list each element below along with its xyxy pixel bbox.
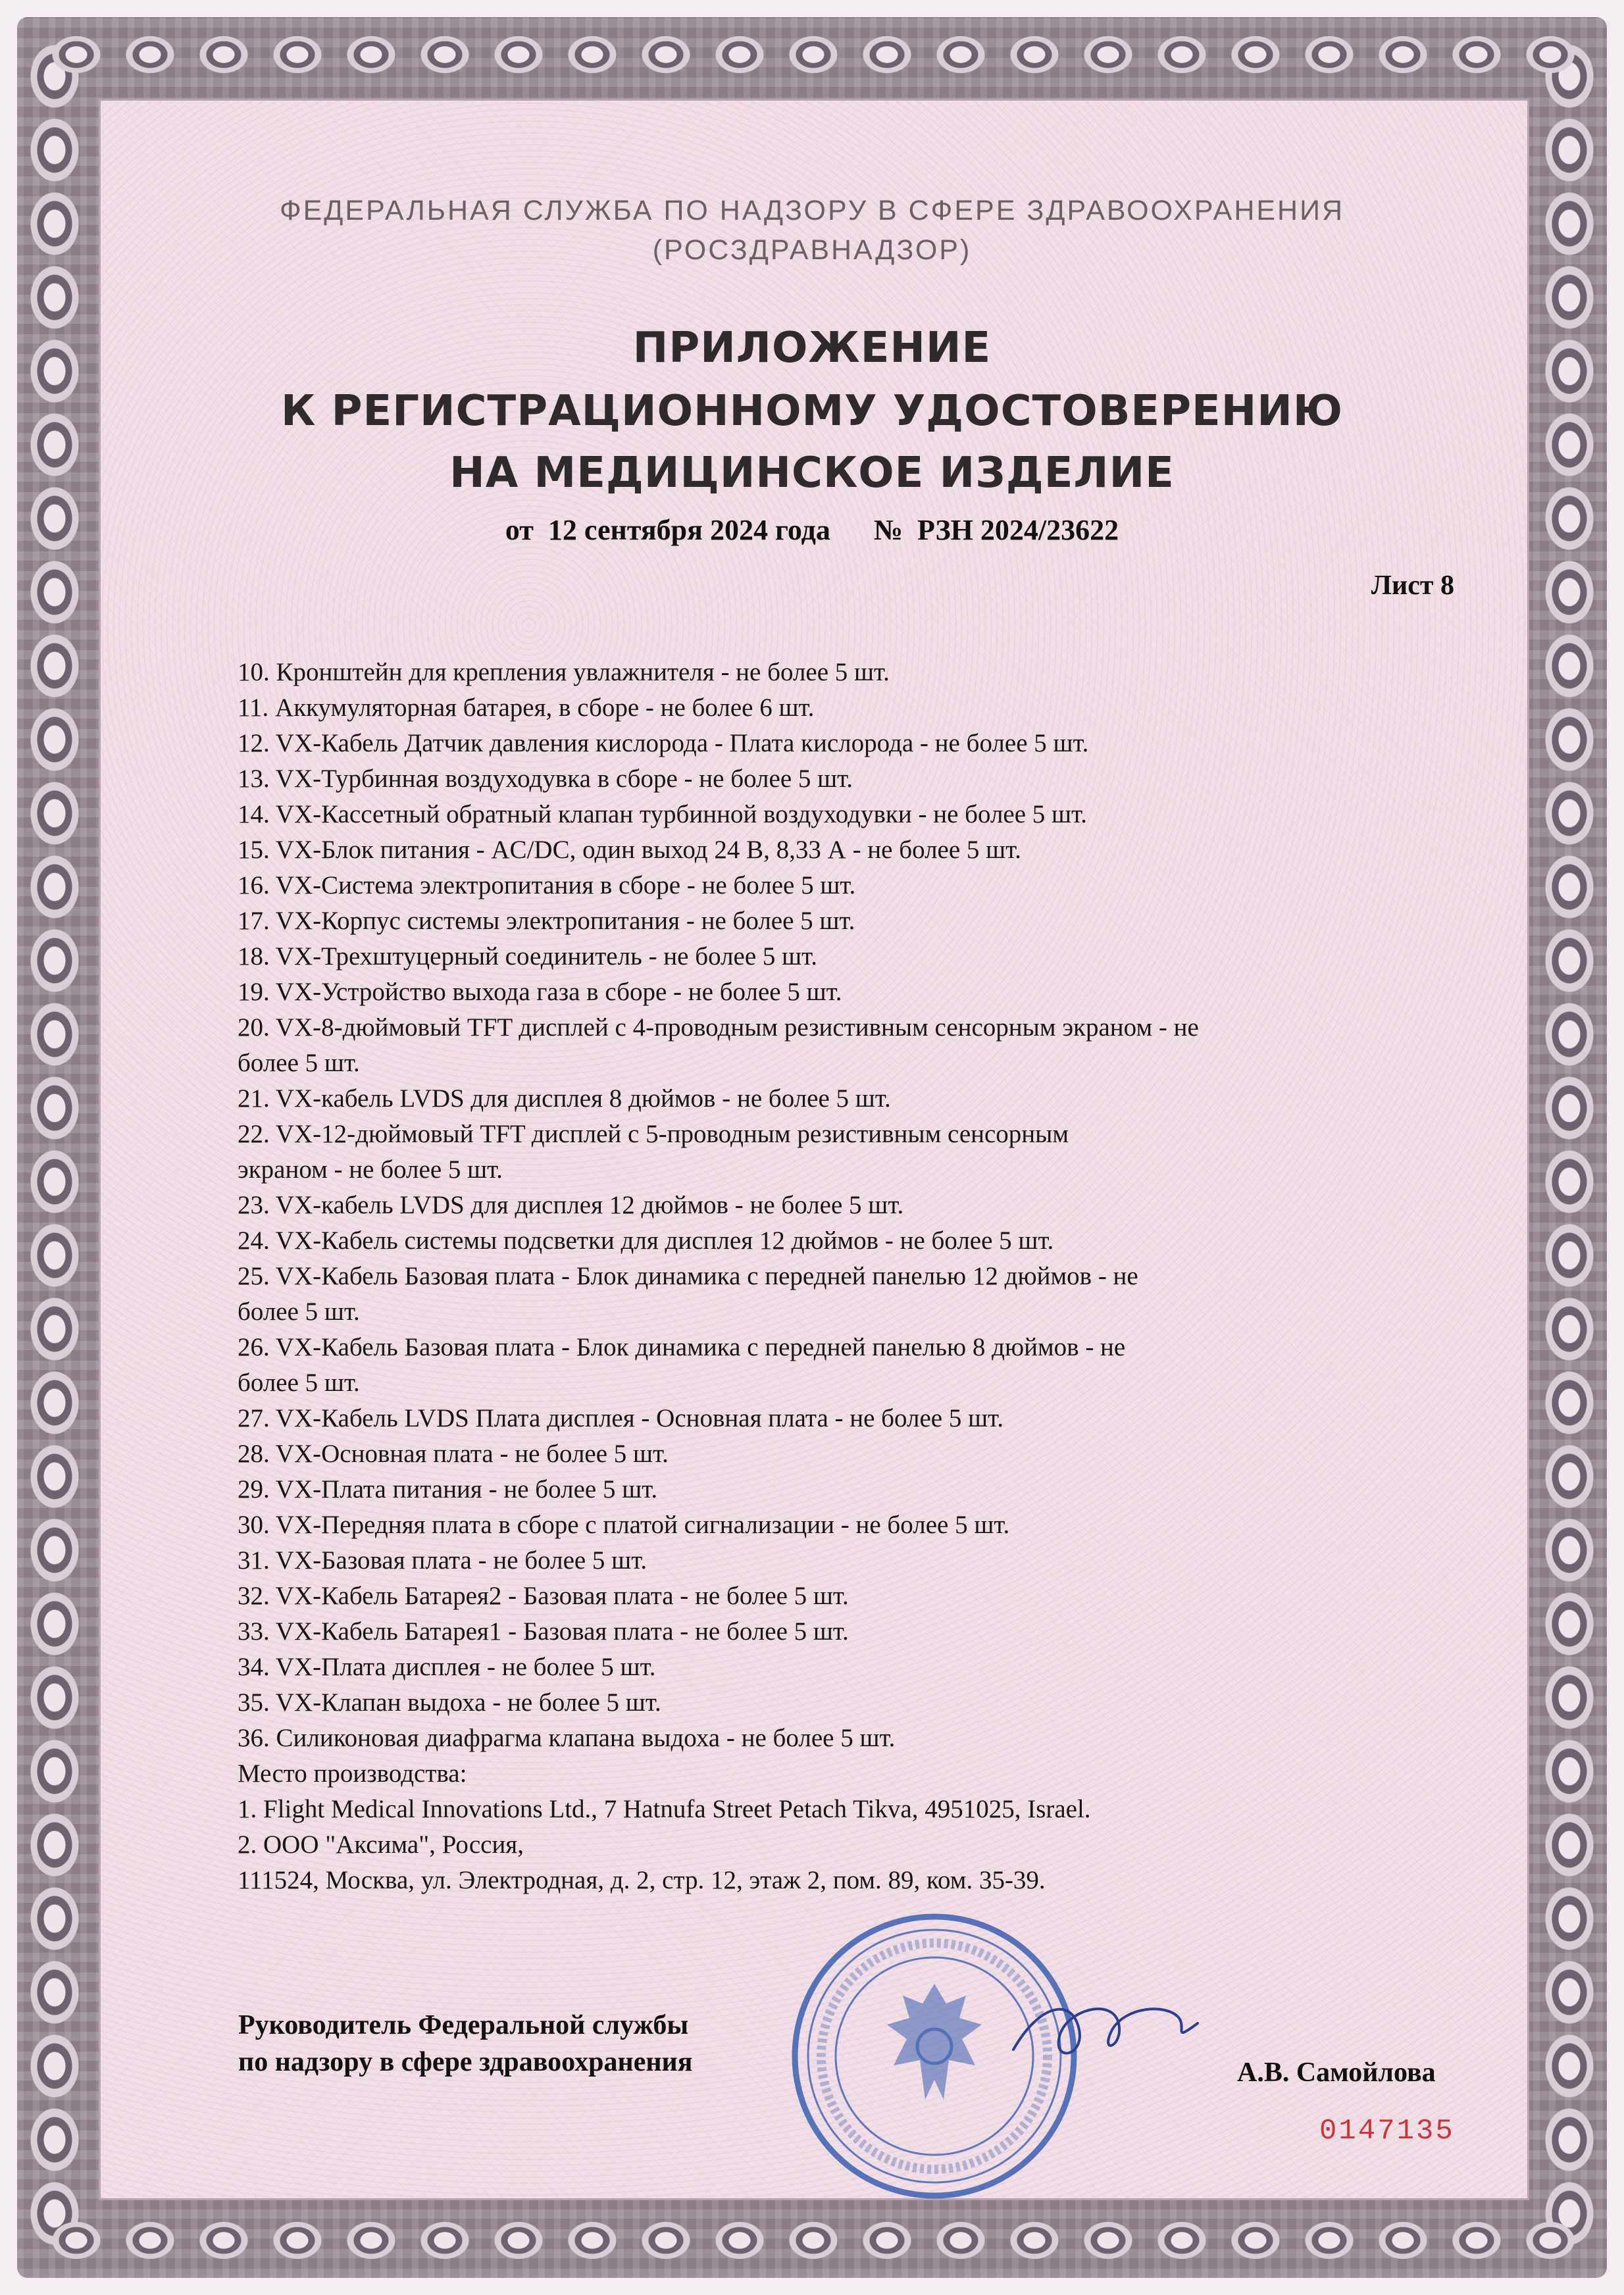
list-line: 26. VX-Кабель Базовая плата - Блок динамика с передней панелью 8 дюймов - не (238, 1333, 1126, 1361)
list-line: 29. VX-Плата питания - не более 5 шт. (238, 1475, 658, 1503)
registration-date: от 12 сентября 2024 года (505, 514, 830, 546)
border-ornament-bottom (39, 2212, 1585, 2269)
signatory-title-line-2: по надзору в сфере здравоохранения (238, 2047, 693, 2077)
list-line: 33. VX-Кабель Батарея1 - Базовая плата - не более 5 шт. (238, 1617, 849, 1646)
list-line: 10. Кронштейн для крепления увлажнителя - не более 5 шт. (238, 658, 890, 686)
item-list (238, 655, 1475, 1898)
list-line: 34. VX-Плата дисплея - не более 5 шт. (238, 1653, 656, 1681)
handwritten-signature (1000, 1984, 1224, 2082)
list-line: 27. VX-Кабель LVDS Плата дисплея - Основная плата - не более 5 шт. (238, 1404, 1003, 1432)
list-line: 30. VX-Передняя плата в сборе с платой сигнализации - не более 5 шт. (238, 1511, 1010, 1539)
list-line: 14. VX-Кассетный обратный клапан турбинной воздуходувки - не более 5 шт. (238, 800, 1087, 828)
list-line: более 5 шт. (238, 1298, 360, 1326)
signatory-title-line-1: Руководитель Федеральной службы (238, 2010, 689, 2040)
list-line: 1. Flight Medical Innovations Ltd., 7 Hatnufa Street Petach Tikva, 4951025, Israel. (238, 1795, 1091, 1823)
document-title-line-3: НА МЕДИЦИНСКОЕ ИЗДЕЛИЕ (449, 449, 1175, 497)
registration-dateline (99, 513, 1525, 547)
document-title-line-2: К РЕГИСТРАЦИОННОМУ УДОСТОВЕРЕНИЮ (281, 387, 1343, 436)
signatory-name: А.В. Самойлова (1237, 2057, 1436, 2088)
form-serial-number: 0147135 (1319, 2115, 1455, 2148)
list-line: 13. VX-Турбинная воздуходувка в сборе - не более 5 шт. (238, 765, 853, 793)
agency-abbreviation: (РОСЗДРАВНАДЗОР) (652, 234, 972, 266)
border-ornament-right (1541, 39, 1598, 2256)
list-line: 22. VX-12-дюймовый TFT дисплей с 5-проводным резистивным сенсорным (238, 1120, 1069, 1148)
list-line: 36. Силиконовая диафрагма клапана выдоха - не более 5 шт. (238, 1724, 896, 1752)
list-line: 35. VX-Клапан выдоха - не более 5 шт. (238, 1688, 661, 1717)
sheet-number: Лист 8 (1371, 570, 1454, 601)
list-line: 2. ООО "Аксима", Россия, (238, 1830, 524, 1859)
list-line: 15. VX-Блок питания - AC/DC, один выход 24 В, 8,33 А - не более 5 шт. (238, 836, 1022, 864)
list-line: Место производства: (238, 1759, 467, 1788)
border-ornament-left (26, 39, 83, 2256)
list-line: более 5 шт. (238, 1049, 360, 1077)
document-title-line-1: ПРИЛОЖЕНИЕ (632, 324, 992, 372)
list-line: 11. Аккумуляторная батарея, в сборе - не более 6 шт. (238, 694, 815, 722)
signatory-title (238, 2007, 692, 2081)
list-line: экраном - не более 5 шт. (238, 1155, 503, 1184)
list-line: 19. VX-Устройство выхода газа в сборе - не более 5 шт. (238, 978, 842, 1006)
list-line: 20. VX-8-дюймовый TFT дисплей с 4-проводным резистивным сенсорным экраном - не (238, 1013, 1199, 1042)
agency-name: ФЕДЕРАЛЬНАЯ СЛУЖБА ПО НАДЗОРУ В СФЕРЕ ЗДРАВООХРАНЕНИЯ (279, 195, 1345, 226)
list-line: 23. VX-кабель LVDS для дисплея 12 дюймов - не более 5 шт. (238, 1191, 904, 1219)
list-line: 111524, Москва, ул. Электродная, д. 2, стр. 12, этаж 2, пом. 89, ком. 35-39. (238, 1866, 1046, 1894)
list-line: 17. VX-Корпус системы электропитания - не более 5 шт. (238, 907, 855, 935)
list-line: 18. VX-Трехштуцерный соединитель - не более 5 шт. (238, 942, 818, 971)
list-line: 21. VX-кабель LVDS для дисплея 8 дюймов - не более 5 шт. (238, 1084, 891, 1113)
list-line: более 5 шт. (238, 1369, 360, 1397)
list-line: 28. VX-Основная плата - не более 5 шт. (238, 1440, 669, 1468)
registration-number: № РЗН 2024/23622 (873, 514, 1119, 546)
list-line: 31. VX-Базовая плата - не более 5 шт. (238, 1546, 647, 1575)
list-line: 25. VX-Кабель Базовая плата - Блок динамика с передней панелью 12 дюймов - не (238, 1262, 1138, 1290)
list-line: 16. VX-Система электропитания в сборе - не более 5 шт. (238, 871, 856, 899)
list-line: 32. VX-Кабель Батарея2 - Базовая плата - не более 5 шт. (238, 1582, 849, 1610)
list-line: 12. VX-Кабель Датчик давления кислорода - Плата кислорода - не более 5 шт. (238, 729, 1089, 757)
list-line: 24. VX-Кабель системы подсветки для дисплея 12 дюймов - не более 5 шт. (238, 1226, 1054, 1255)
border-ornament-top (39, 26, 1585, 83)
